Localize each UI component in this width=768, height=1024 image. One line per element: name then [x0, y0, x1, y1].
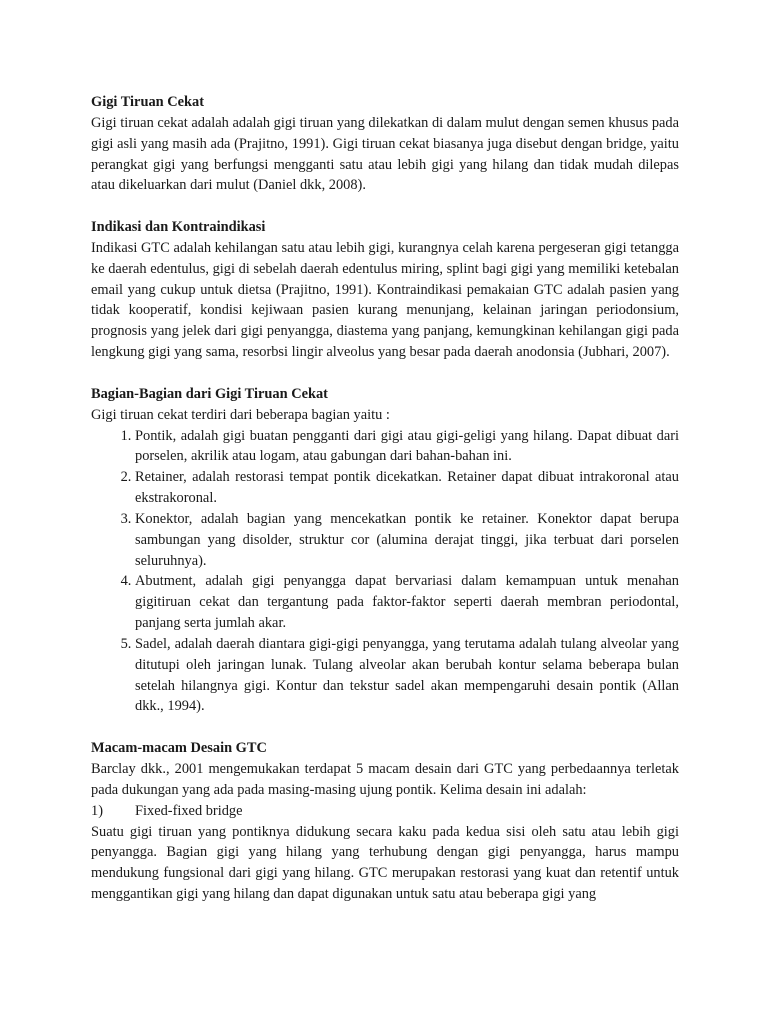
list-item: 3. Konektor, adalah bagian yang mencekatkan pontik ke retainer. Konektor dapat berupa sambungan yang disolder, struktur cor (alumina derajat tinggi, jika terbuat dari porselen seluruhnya). — [135, 509, 679, 572]
paragraph: Suatu gigi tiruan yang pontiknya didukung secara kaku pada kedua sisi oleh satu atau lebih gigi penyangga. Bagian gigi yang hilang yang terhubung dengan gigi penyangga, harus mampu mendukung fungsional dari gigi yang hilang. GTC merupakan restorasi yang kuat dan retentif untuk menggantikan gigi yang hilang dan dapat digunakan untuk satu atau beberapa gigi yang — [91, 823, 679, 903]
section-heading: Bagian-Bagian dari Gigi Tiruan Cekat — [91, 385, 328, 402]
parts-list — [91, 426, 679, 718]
section-gigi-tiruan-cekat — [91, 92, 679, 196]
section-heading: Macam-macam Desain GTC — [91, 740, 267, 757]
paragraph: Gigi tiruan cekat adalah adalah gigi tiruan yang dilekatkan di dalam mulut dengan semen khusus pada gigi asli yang masih ada (Prajitno, 1991). Gigi tiruan cekat biasanya juga disebut dengan bridge, yaitu perangkat gigi yang berfungsi mengganti satu atau lebih gigi yang hilang dan tidak mudah dilepas atau dikeluarkan dari mulut (Daniel dkk, 2008). — [91, 114, 679, 194]
section-bagian — [91, 384, 679, 718]
design-title: Fixed-fixed bridge — [135, 802, 243, 819]
list-item: 2. Retainer, adalah restorasi tempat pontik dicekatkan. Retainer dapat dibuat intrakoronal atau ekstrakoronal. — [135, 467, 679, 509]
section-heading: Indikasi dan Kontraindikasi — [91, 219, 266, 236]
section-indikasi — [91, 217, 679, 363]
document-page — [91, 92, 679, 926]
list-item: 4. Abutment, adalah gigi penyangga dapat bervariasi dalam kemampuan untuk menahan gigitiruan cekat dan tergantung pada faktor-faktor seperti daerah membran periodontal, panjang serta jumlah akar. — [135, 571, 679, 634]
list-item: 5. Sadel, adalah daerah diantara gigi-gigi penyangga, yang terutama adalah tulang alveolar yang ditutupi oleh jaringan lunak. Tulang alveolar akan berubah kontur selama beberapa bulan setelah hilangnya gigi. Kontur dan tekstur sadel akan mempengaruhi desain pontik (Allan dkk., 1994). — [135, 634, 679, 717]
design-number: 1) — [91, 802, 103, 819]
section-desain — [91, 738, 679, 905]
section-heading: Gigi Tiruan Cekat — [91, 94, 205, 110]
list-item: 1. Pontik, adalah gigi buatan pengganti dari gigi atau gigi-geligi yang hilang. Dapat dibuat dari porselen, akrilik atau logam, atau gabungan dari bahan-bahan ini. — [135, 426, 679, 468]
paragraph-intro: Gigi tiruan cekat terdiri dari beberapa bagian yaitu : — [91, 406, 390, 423]
design-item — [91, 801, 679, 822]
paragraph-intro: Barclay dkk., 2001 mengemukakan terdapat 5 macam desain dari GTC yang perbedaannya terletak pada dukungan yang ada pada masing-masing ujung pontik. Kelima desain ini adalah: — [91, 761, 679, 798]
paragraph: Indikasi GTC adalah kehilangan satu atau lebih gigi, kurangnya celah karena pergeseran gigi tetangga ke daerah edentulus, gigi di sebelah daerah edentulus miring, splint bagi gigi yang memiliki ketebalan email yang cukup untuk dietsa (Prajitno, 1991). Kontraindikasi pemakaian GTC adalah pasien yang tidak kooperatif, kondisi kejiwaan pasien kurang menunjang, kelainan jaringan periodonsium, prognosis yang jelek dari gigi penyangga, diastema yang panjang, kemungkinan kehilangan gigi pada lengkung gigi yang sama, resorbsi lingir alveolus yang besar pada daerah anodonsia (Jubhari, 2007). — [91, 239, 679, 361]
